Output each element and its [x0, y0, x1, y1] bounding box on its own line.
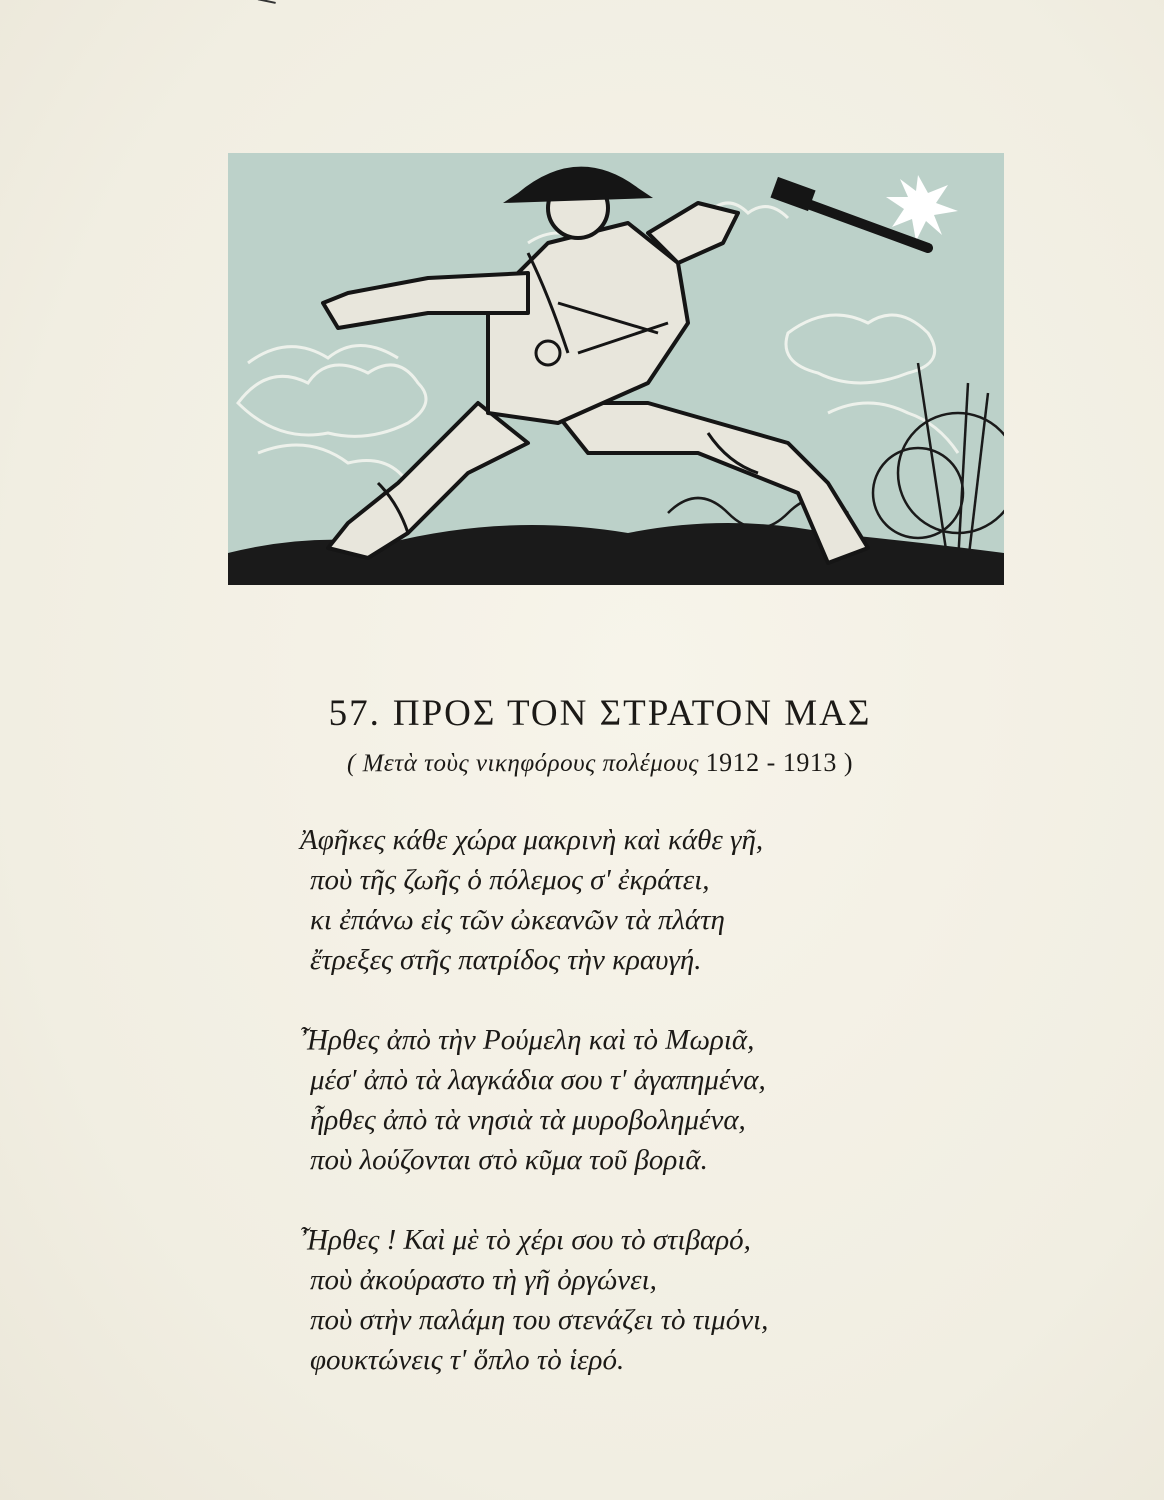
- soldier-illustration-svg: [228, 153, 1004, 585]
- poem-title: [250, 692, 950, 735]
- poem-number: 57.: [328, 693, 381, 734]
- poem-body: [300, 820, 1000, 1420]
- poem-line: ἦρθες ἀπὸ τὰ νησιὰ τὰ μυροβολημένα,: [310, 1104, 746, 1136]
- poem-subtitle-text: ( Μετὰ τοὺς νικηφόρους πολέμους: [347, 750, 699, 777]
- stanza-3: [300, 1220, 1000, 1380]
- poem-line: Ἦρθες ! Καὶ μὲ τὸ χέρι σου τὸ στιβαρό,: [300, 1224, 751, 1256]
- poem-line: Ἦρθες ἀπὸ τὴν Ρούμελη καὶ τὸ Μωριᾶ,: [300, 1024, 755, 1056]
- poem-line: μέσ' ἀπὸ τὰ λαγκάδια σου τ' ἀγαπημένα,: [310, 1064, 766, 1096]
- poem-title-text: ΠΡΟΣ ΤΟΝ ΣΤΡΑΤΟΝ ΜΑΣ: [392, 693, 872, 734]
- poem-line: ποὺ λούζονται στὸ κῦμα τοῦ βοριᾶ.: [310, 1144, 708, 1176]
- stanza-1: [300, 820, 1000, 980]
- soldier-illustration: [228, 153, 1004, 585]
- poem-line: ποὺ ἀκούραστο τὴ γῆ ὀργώνει,: [310, 1264, 657, 1296]
- poem-line: ποὺ τῆς ζωῆς ὁ πόλεμος σ' ἐκράτει,: [310, 864, 710, 896]
- poem-line: Ἀφῆκες κάθε χώρα μακρινὴ καὶ κάθε γῆ,: [300, 824, 764, 856]
- stanza-2: [300, 1020, 1000, 1180]
- ink-mark: [256, 0, 276, 12]
- poem-line: φουκτώνεις τ' ὅπλο τὸ ἱερό.: [310, 1344, 625, 1376]
- poem-line: κι ἐπάνω εἰς τῶν ὠκεανῶν τὰ πλάτη: [310, 904, 725, 936]
- poem-line: ἔτρεξες στῆς πατρίδος τὴν κραυγή.: [310, 944, 702, 976]
- poem-subtitle: [250, 748, 950, 778]
- poem-subtitle-years: 1912 - 1913 ): [705, 748, 853, 777]
- poem-line: ποὺ στὴν παλάμη του στενάζει τὸ τιμόνι,: [310, 1304, 769, 1336]
